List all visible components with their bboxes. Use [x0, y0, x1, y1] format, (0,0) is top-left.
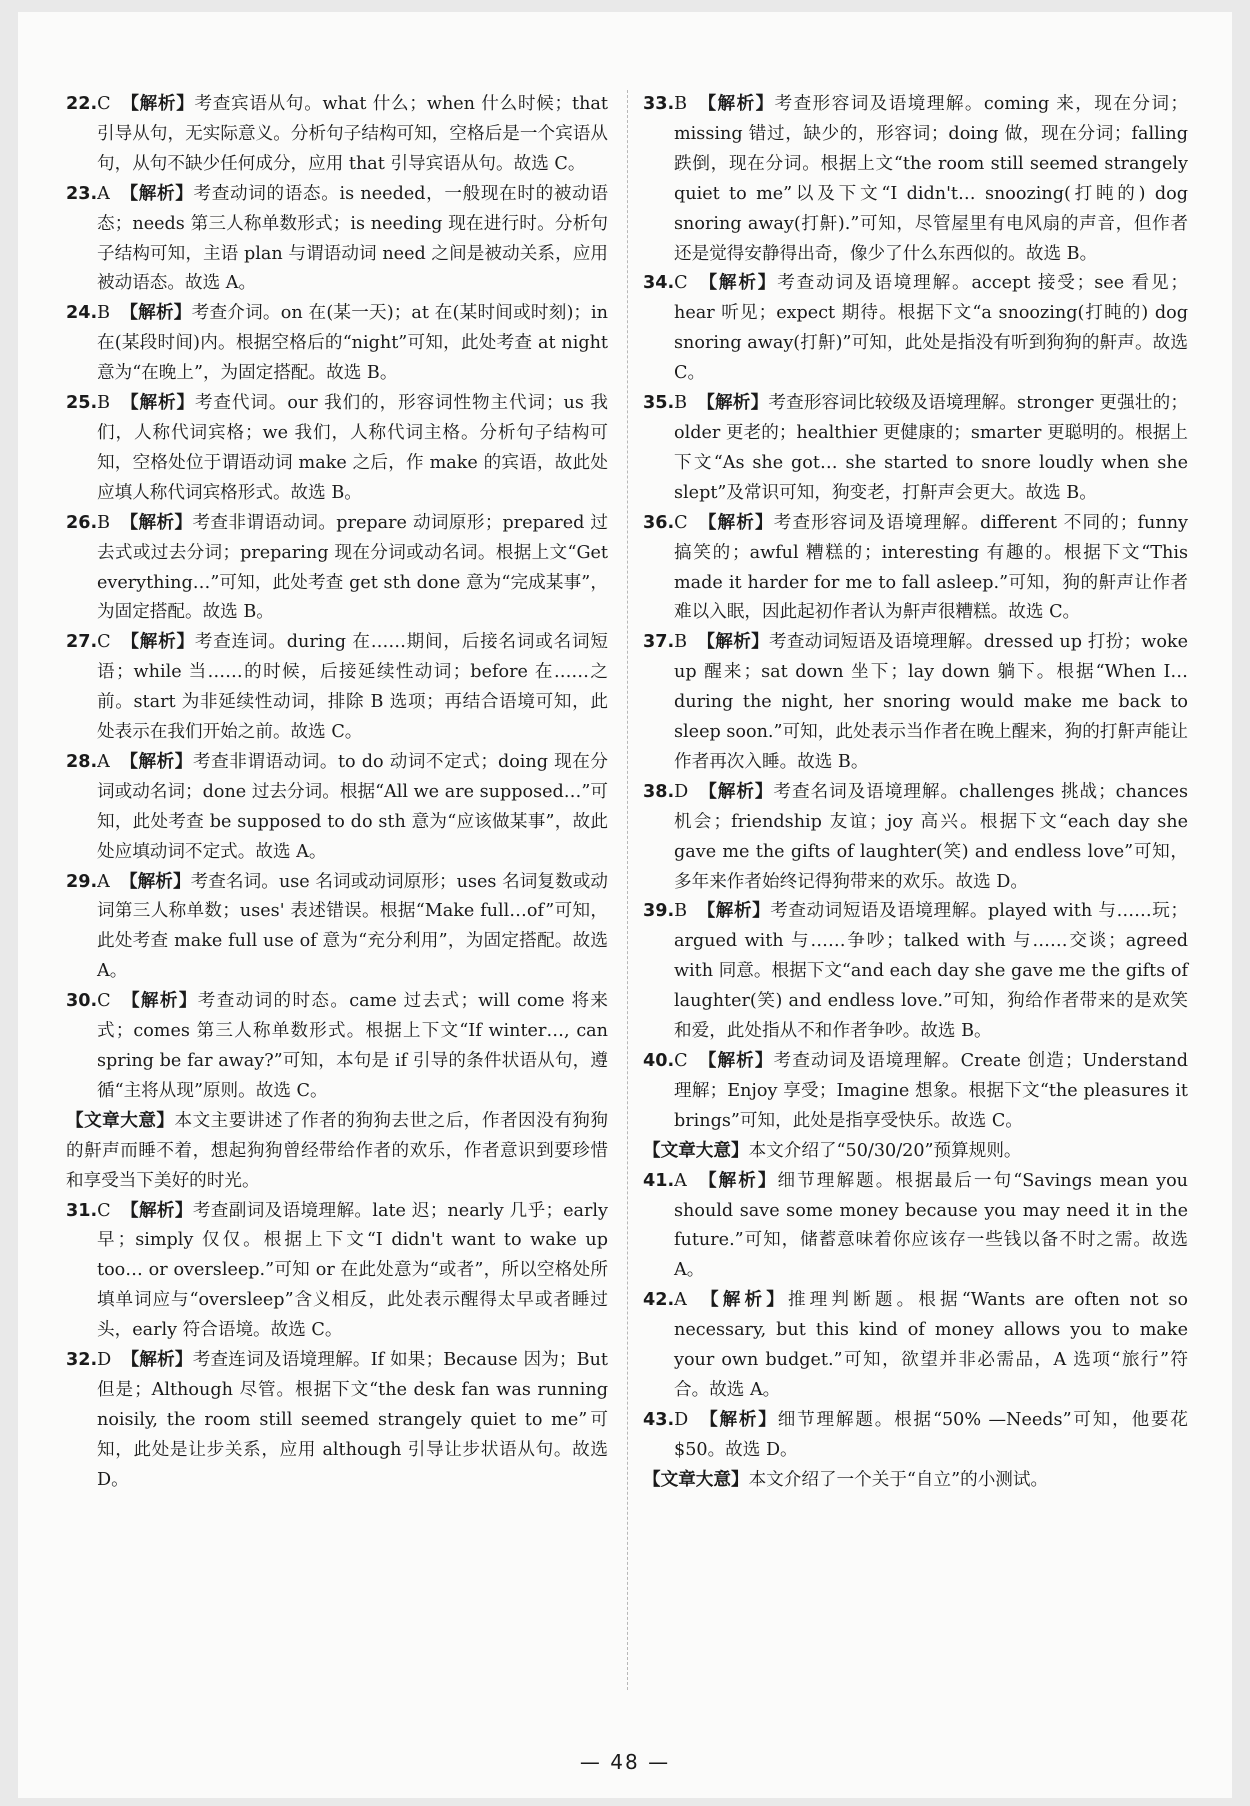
answer-explanation: [643, 628, 1188, 778]
question-number: 36.: [643, 512, 675, 533]
explanation-text: 考查动词及语境理解。accept 接受；see 看见；hear 听见；expect 期待。根据下文“a snoozing(打盹的) dog snoring away(打鼾)”可知，此处是指没有听到狗狗的鼾声。故选 C。: [674, 273, 1188, 384]
explanation-text: 考查介词。on 在(某一天)；at 在(某时间或时刻)；in 在(某段时间)内。根据空格后的“night”可知，此处考查 at night 意为“在晚上”，为固定搭配。故选 B。: [97, 303, 608, 384]
answer-key-page: [18, 12, 1232, 1798]
answer-letter: B: [674, 632, 688, 653]
answer-explanation: [66, 389, 608, 509]
question-number: 35.: [643, 393, 675, 414]
question-number: 24.: [66, 303, 98, 324]
analysis-tag: 【解析】: [119, 751, 193, 772]
question-number: 33.: [643, 94, 675, 114]
answer-letter: A: [674, 1170, 687, 1191]
answer-explanation: [643, 389, 1188, 509]
explanation-text: 推理判断题。根据“Wants are often not so necessary, but this kind of money allows you to make your own budget.”可知，欲望并非必需品，A 选项“旅行”符合。故选 A。: [674, 1290, 1188, 1400]
answer-explanation: [66, 1346, 608, 1496]
explanation-text: 考查形容词比较级及语境理解。stronger 更强壮的；older 更老的；healthier 更健康的；smarter 更聪明的。根据上下文“As she got… she started to snore loudly when she slept”及常识可知，狗变老，打鼾声会更大。故选 B。: [674, 393, 1188, 503]
answer-letter: D: [674, 781, 689, 802]
analysis-tag: 【解析】: [119, 183, 194, 204]
answer-explanation: [66, 987, 608, 1107]
summary-tag: 【文章大意】: [643, 1140, 749, 1161]
answer-explanation: [66, 509, 608, 629]
answer-letter: C: [674, 512, 688, 533]
answer-letter: C: [674, 273, 688, 294]
answer-letter: C: [97, 94, 111, 114]
answer-explanation: [643, 509, 1188, 629]
answer-explanation: [643, 1167, 1188, 1287]
analysis-tag: 【解析】: [119, 871, 191, 892]
explanation-text: 考查宾语从句。what 什么；when 什么时候；that 引导从句，无实际意义。分析句子结构可知，空格后是一个宾语从句，从句不缺少任何成分，应用 that 引导宾语从句。故选 C。: [97, 94, 608, 174]
answer-explanation: [66, 180, 608, 300]
question-number: 29.: [66, 871, 98, 892]
question-number: 30.: [66, 991, 98, 1012]
answer-explanation: [66, 299, 608, 389]
answer-letter: A: [674, 1290, 687, 1311]
answer-letter: B: [97, 393, 111, 414]
answer-explanation: [66, 628, 608, 748]
explanation-text: 考查名词及语境理解。challenges 挑战；chances 机会；friendship 友谊；joy 高兴。根据下文“each day she gave me the gifts of laughter(笑) and endless love”可知，多年来作者始终记得狗带来的欢乐。故选 D。: [674, 781, 1188, 892]
explanation-text: 细节理解题。根据“50% —Needs”可知，他要花 $50。故选 D。: [674, 1409, 1188, 1460]
explanation-text: 考查动词的语态。is needed，一般现在时的被动语态；needs 第三人称单数形式；is needing 现在进行时。分析句子结构可知，主语 plan 与谓语动词 need 之间是被动关系，应用被动语态。故选 A。: [97, 183, 608, 294]
answer-explanation: [643, 1406, 1188, 1466]
answer-letter: B: [674, 393, 688, 414]
question-number: 31.: [66, 1200, 98, 1221]
analysis-tag: 【解析】: [697, 1051, 774, 1071]
analysis-tag: 【解析】: [120, 632, 195, 653]
answer-explanation: [643, 1047, 1188, 1137]
question-number: 28.: [66, 751, 98, 772]
answer-explanation: [66, 1197, 608, 1347]
analysis-tag: 【解析】: [120, 1200, 193, 1221]
question-number: 40.: [643, 1051, 675, 1071]
article-summary: [66, 1107, 608, 1197]
analysis-tag: 【解析】: [697, 512, 774, 533]
explanation-text: 考查形容词及语境理解。different 不同的；funny 搞笑的；awful 糟糕的；interesting 有趣的。根据下文“This made it harder for me to fall asleep.”可知，狗的鼾声让作者难以入眠，因此起初作者认为鼾声很糟糕。故选 C。: [674, 512, 1188, 623]
explanation-text: 考查非谓语动词。to do 动词不定式；doing 现在分词或动名词；done 过去分词。根据“All we are supposed…”可知，此处考查 be supposed to do sth 意为“应该做某事”，故此处应填动词不定式。故选 A。: [97, 751, 608, 862]
question-number: 42.: [643, 1290, 675, 1311]
answer-letter: C: [674, 1051, 688, 1071]
question-number: 39.: [643, 901, 675, 922]
answer-explanation: [66, 748, 608, 868]
answer-letter: A: [97, 871, 110, 892]
analysis-tag: 【解析】: [120, 512, 193, 533]
analysis-tag: 【解析】: [696, 1170, 778, 1191]
summary-tag: 【文章大意】: [66, 1110, 175, 1131]
question-number: 25.: [66, 393, 98, 414]
explanation-text: 考查形容词及语境理解。coming 来，现在分词；missing 错过，缺少的，形容词；doing 做，现在分词；falling 跌倒，现在分词。根据上文“the room still seemed strangely quiet to me”以及下文“I didn't… snoozing(打盹的) dog snoring away(打鼾).”可知，尽管屋里有电风扇的声音，但作者还是觉得安静得出奇，像少了什么东西似的。故选 B。: [674, 94, 1188, 264]
analysis-tag: 【解析】: [120, 393, 195, 414]
answer-explanation: [643, 269, 1188, 389]
question-number: 26.: [66, 512, 98, 533]
analysis-tag: 【解析】: [121, 1350, 193, 1371]
answer-letter: B: [674, 94, 688, 114]
question-number: 23.: [66, 183, 98, 204]
explanation-text: 考查名词。use 名词或动词原形；uses 名词复数或动词第三人称单数；uses' 表述错误。根据“Make full…of”可知，此处考查 make full use of 意为“充分利用”，为固定搭配。故选 A。: [97, 871, 608, 982]
question-number: 32.: [66, 1350, 98, 1371]
answer-explanation: [66, 90, 608, 180]
analysis-tag: 【解析】: [697, 901, 771, 922]
answer-letter: B: [674, 901, 688, 922]
answer-letter: A: [97, 183, 110, 204]
answer-letter: C: [97, 632, 111, 653]
answer-letter: D: [97, 1350, 112, 1371]
question-number: 22.: [66, 94, 98, 114]
question-number: 37.: [643, 632, 675, 653]
question-number: 27.: [66, 632, 98, 653]
answer-letter: C: [97, 1200, 111, 1221]
analysis-tag: 【解析】: [698, 1409, 778, 1430]
analysis-tag: 【解析】: [697, 273, 778, 294]
explanation-text: 考查非谓语动词。prepare 动词原形；prepared 过去式或过去分词；preparing 现在分词或动名词。根据上文“Get everything…”可知，此处考查 get sth done 意为“完成某事”，为固定搭配。故选 B。: [97, 512, 608, 623]
explanation-text: 考查代词。our 我们的，形容词性物主代词；us 我们，人称代词宾格；we 我们，人称代词主格。分析句子结构可知，空格处位于谓语动词 make 之后，作 make 的宾语，故此处应填人称代词宾格形式。故选 B。: [97, 393, 608, 503]
answer-explanation: [66, 868, 608, 988]
answer-letter: B: [97, 512, 111, 533]
analysis-tag: 【解析】: [120, 991, 198, 1012]
summary-text: 本文主要讲述了作者的狗狗去世之后，作者因没有狗狗的鼾声而睡不着，想起狗狗曾经带给作者的欢乐，作者意识到要珍惜和享受当下美好的时光。: [66, 1110, 608, 1191]
analysis-tag: 【解析】: [120, 94, 195, 114]
question-number: 41.: [643, 1170, 675, 1191]
analysis-tag: 【解析】: [120, 303, 192, 324]
answer-letter: A: [97, 751, 110, 772]
question-number: 34.: [643, 273, 675, 294]
answer-explanation: [643, 778, 1188, 898]
analysis-tag: 【解析】: [697, 393, 769, 414]
explanation-text: 考查动词的时态。came 过去式；will come 将来式；comes 第三人称单数形式。根据上下文“If winter…, can spring be far away?”可知，本句是 if 引导的条件状语从句，遵循“主将从现”原则。故选 C。: [97, 991, 608, 1101]
analysis-tag: 【解析】: [698, 781, 774, 802]
explanation-text: 考查动词及语境理解。Create 创造；Understand 理解；Enjoy 享受；Imagine 想象。根据下文“the pleasures it brings”可知，此处是指享受快乐。故选 C。: [674, 1051, 1188, 1131]
left-column: [66, 90, 608, 1496]
article-summary: [643, 1137, 1188, 1167]
question-number: 43.: [643, 1409, 675, 1430]
article-summary: [643, 1466, 1188, 1496]
column-divider: [627, 90, 628, 1690]
answer-explanation: [643, 897, 1188, 1047]
summary-text: 本文介绍了“50/30/20”预算规则。: [748, 1140, 1022, 1161]
answer-explanation: [643, 1286, 1188, 1406]
analysis-tag: 【解析】: [696, 1290, 788, 1311]
explanation-text: 细节理解题。根据最后一句“Savings mean you should save some money because you may need it in the future.”可知，储蓄意味着你应该存一些钱以备不时之需。故选 A。: [674, 1170, 1188, 1281]
explanation-text: 考查连词及语境理解。If 如果；Because 因为；But 但是；Although 尽管。根据下文“the desk fan was running noisily, the room still seemed strangely quiet to me”可知，此处是让步关系，应用 although 引导让步状语从句。故选 D。: [97, 1350, 608, 1490]
explanation-text: 考查连词。during 在……期间，后接名词或名词短语；while 当……的时候，后接延续性动词；before 在……之前。start 为非延续性动词，排除 B 选项；再结合语境可知，此处表示在我们开始之前。故选 C。: [97, 632, 608, 743]
summary-text: 本文介绍了一个关于“自立”的小测试。: [748, 1469, 1049, 1490]
explanation-text: 考查动词短语及语境理解。played with 与……玩；argued with 与……争吵；talked with 与……交谈；agreed with 同意。根据下文“and each day she gave me the gifts of laughter(笑) and endless love.”可知，狗给作者带来的是欢笑和爱，此处指从不和作者争吵。故选 B。: [674, 901, 1188, 1042]
explanation-text: 考查副词及语境理解。late 迟；nearly 几乎；early 早；simply 仅仅。根据上下文“I didn't want to wake up too… or oversleep.”可知 or 在此处意为“或者”，所以空格处所填单词应与“oversleep”含义相反，此处表示醒得太早或者睡过头，early 符合语境。故选 C。: [97, 1200, 608, 1341]
answer-explanation: [643, 90, 1188, 269]
analysis-tag: 【解析】: [697, 632, 769, 653]
answer-letter: B: [97, 303, 111, 324]
right-column: [643, 90, 1188, 1496]
explanation-text: 考查动词短语及语境理解。dressed up 打扮；woke up 醒来；sat down 坐下；lay down 躺下。根据“When I… during the night, her snoring would make me back to sleep soon.”可知，此处表示当作者在晚上醒来，狗的打鼾声能让作者再次入睡。故选 B。: [674, 632, 1188, 772]
answer-letter: C: [97, 991, 111, 1012]
answer-letter: D: [674, 1409, 689, 1430]
page-number: — 48 —: [579, 1750, 671, 1774]
summary-tag: 【文章大意】: [643, 1469, 749, 1490]
analysis-tag: 【解析】: [697, 94, 775, 114]
question-number: 38.: [643, 781, 675, 802]
